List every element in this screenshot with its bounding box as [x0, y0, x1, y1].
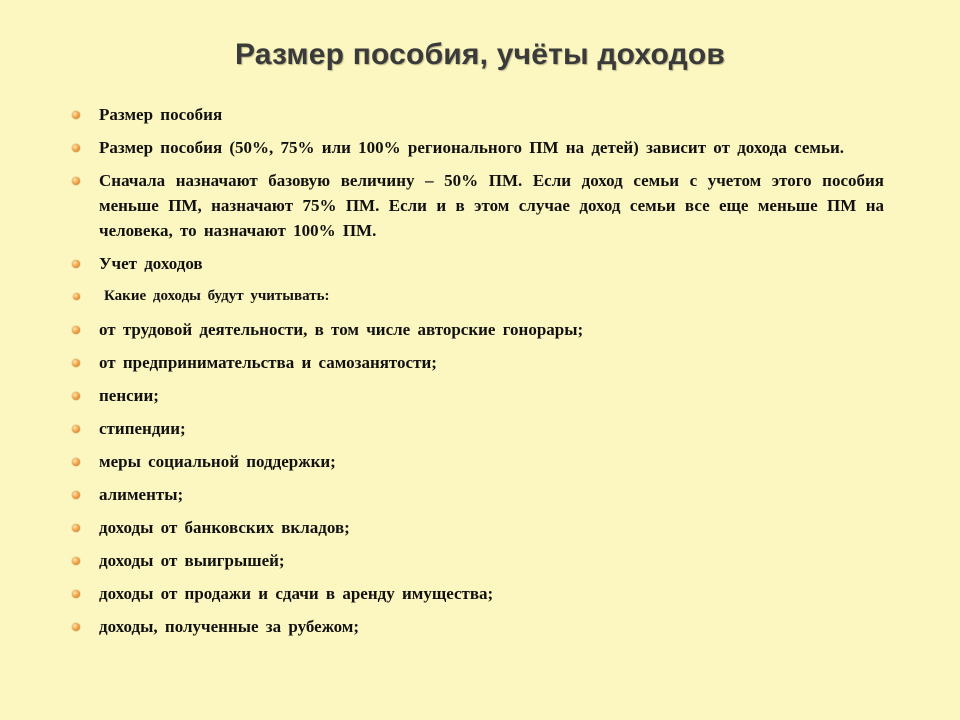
bullet-icon — [72, 111, 80, 119]
list-item — [72, 135, 884, 160]
list-item — [72, 548, 884, 573]
slide-title: Размер пособия, учёты доходов — [234, 38, 726, 71]
list-item-text: доходы, полученные за рубежом; — [99, 617, 360, 636]
bullet-icon — [73, 293, 80, 300]
list-item — [72, 102, 884, 127]
list-item-text: доходы от банковских вкладов; — [99, 518, 350, 537]
list-item — [72, 515, 884, 540]
list-item-text: Сначала назначают базовую величину – 50% ПМ. Если доход семьи с учетом этого пособия меньше ПМ, назначают 75% ПМ. Если и в этом случае доход семьи все еще меньше ПМ на человека, то назначают 100% ПМ. — [99, 171, 884, 240]
list-item-text: от предпринимательства и самозанятости; — [99, 353, 437, 372]
list-item-text: Размер пособия — [99, 105, 223, 124]
list-item-text: меры социальной поддержки; — [99, 452, 336, 471]
list-item — [72, 416, 884, 441]
list-item — [72, 251, 884, 276]
list-item — [72, 614, 884, 639]
list-item-text: Какие доходы будут учитывать: — [104, 288, 330, 304]
list-item-text: стипендии; — [99, 419, 186, 438]
bullet-icon — [72, 326, 80, 334]
list-item — [72, 284, 884, 309]
bullet-icon — [72, 590, 80, 598]
list-item — [72, 168, 884, 243]
bullet-icon — [72, 144, 80, 152]
list-item — [72, 383, 884, 408]
list-item-text: доходы от выигрышей; — [99, 551, 285, 570]
list-item — [72, 317, 884, 342]
bullet-list — [72, 102, 884, 647]
bullet-icon — [72, 557, 80, 565]
list-item-text: Учет доходов — [99, 254, 203, 273]
bullet-icon — [72, 458, 80, 466]
list-item-text: пенсии; — [99, 386, 159, 405]
bullet-icon — [72, 491, 80, 499]
bullet-icon — [72, 623, 80, 631]
list-item — [72, 581, 884, 606]
bullet-icon — [72, 359, 80, 367]
bullet-icon — [72, 260, 80, 268]
bullet-icon — [72, 524, 80, 532]
bullet-icon — [72, 392, 80, 400]
list-item-text: от трудовой деятельности, в том числе авторские гонорары; — [99, 320, 584, 339]
bullet-icon — [72, 425, 80, 433]
list-item-text: Размер пособия (50%, 75% или 100% регионального ПМ на детей) зависит от дохода семьи. — [99, 138, 844, 157]
list-item — [72, 350, 884, 375]
list-item — [72, 449, 884, 474]
list-item-text: алименты; — [99, 485, 184, 504]
list-item-text: доходы от продажи и сдачи в аренду имущества; — [99, 584, 494, 603]
bullet-icon — [72, 177, 80, 185]
list-item — [72, 482, 884, 507]
